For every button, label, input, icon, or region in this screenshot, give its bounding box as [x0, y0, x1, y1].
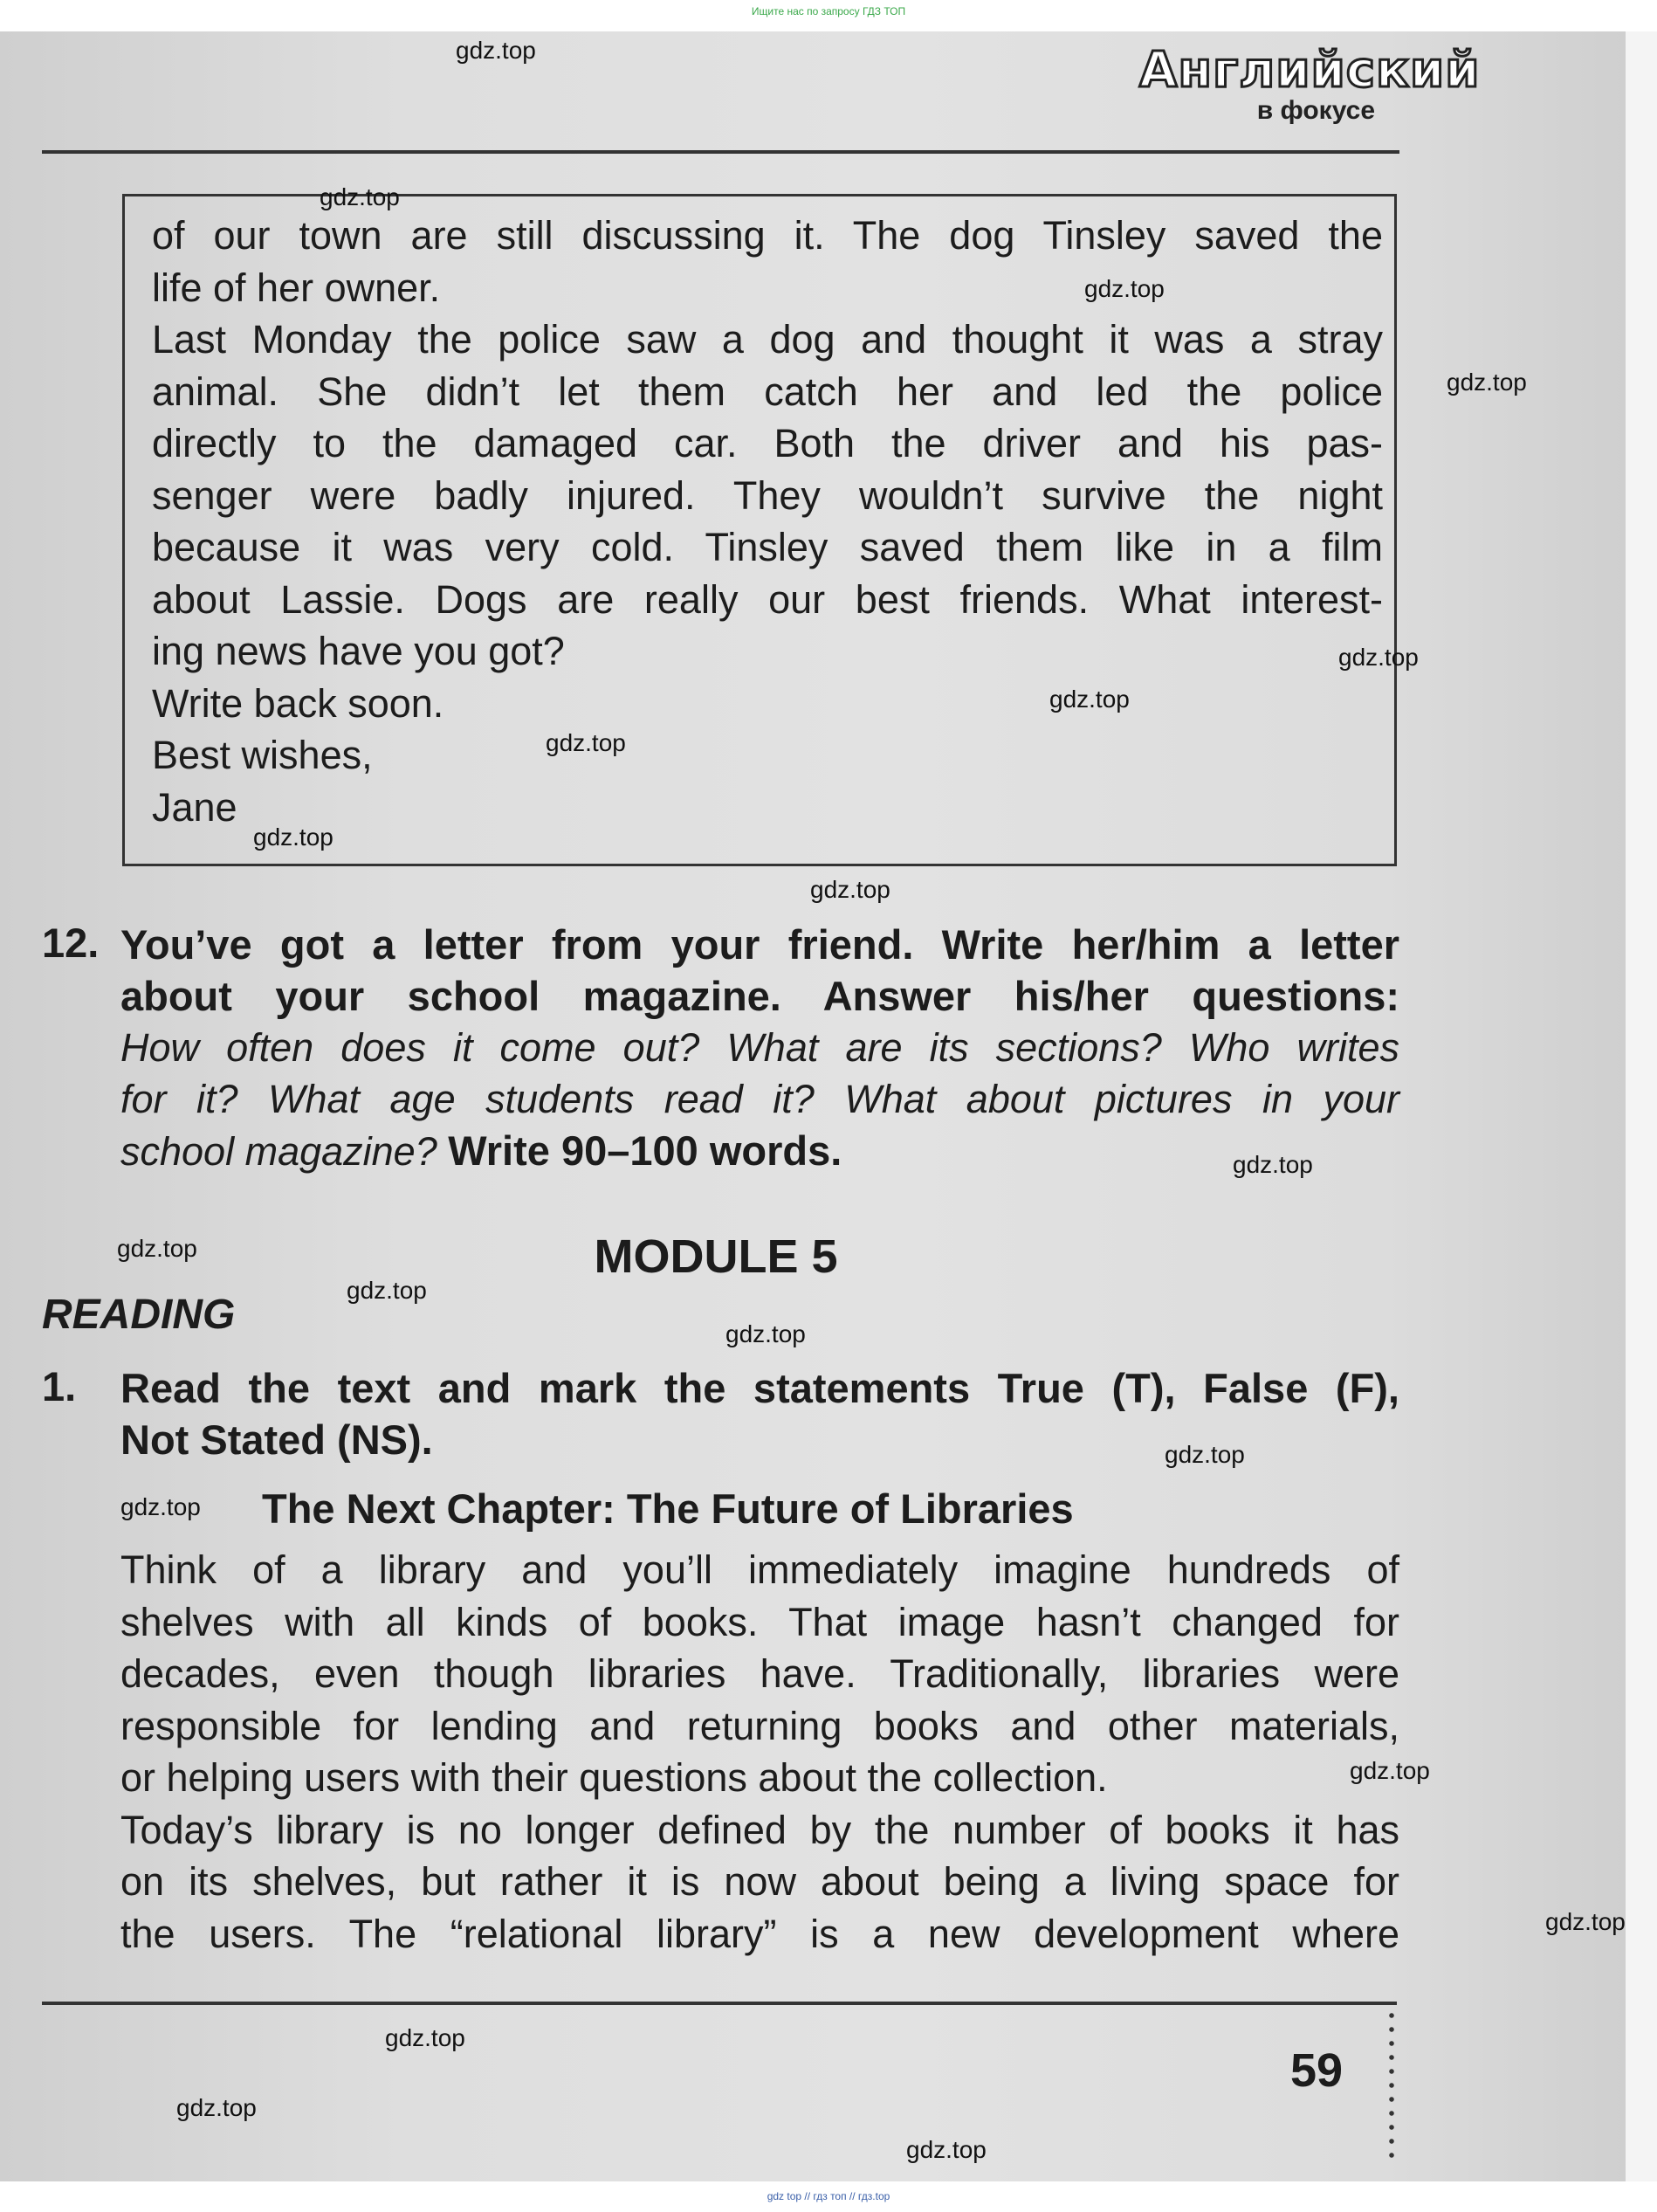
top-banner-text: Ищите нас по запросу ГДЗ ТОП — [751, 5, 906, 17]
page-edge — [1626, 31, 1657, 2181]
watermark: gdz.top — [253, 823, 333, 851]
letter-text — [152, 210, 1383, 833]
letter-line: because it was very cold. Tinsley saved them like in a film — [152, 525, 1383, 569]
letter-line: Last Monday the police saw a dog and thought it was a stray — [152, 317, 1383, 362]
watermark: gdz.top — [176, 2094, 257, 2121]
watermark: gdz.top — [1233, 1151, 1313, 1178]
bottom-banner-text: gdz top // гдз топ // гдз.top — [767, 2190, 890, 2202]
letter-line: life of her owner. — [152, 265, 441, 310]
article-line: on its shelves, but rather it is now about being a living space for — [120, 1859, 1399, 1904]
watermark: gdz.top — [120, 1493, 201, 1520]
watermark: gdz.top — [117, 1235, 197, 1262]
watermark: gdz.top — [1350, 1757, 1430, 1784]
task-questions: for it? What age students read it? What about pictures in your — [120, 1077, 1399, 1121]
task-questions: How often does it come out? What are its sections? Who writes — [120, 1025, 1399, 1070]
header-rule — [42, 150, 1399, 154]
task-instruction: You’ve got a letter from your friend. Write her/him a letter — [120, 921, 1399, 968]
footer-rule — [42, 2002, 1397, 2005]
article-line: Today’s library is no longer defined by the number of books it has — [120, 1807, 1399, 1852]
watermark: gdz.top — [385, 2024, 465, 2051]
article-title: The Next Chapter: The Future of Libraries — [262, 1485, 1074, 1532]
bottom-banner — [0, 2181, 1657, 2212]
watermark: gdz.top — [1165, 1441, 1245, 1468]
word-count: Write 90–100 words. — [448, 1127, 842, 1174]
task-instruction: Read the text and mark the statements True (T), False (F), — [120, 1365, 1399, 1411]
module-heading: MODULE 5 — [594, 1230, 838, 1283]
article-line: Think of a library and you’ll immediately imagine hundreds of — [120, 1547, 1399, 1592]
letter-line: Write back soon. — [152, 680, 444, 726]
task-questions: school magazine? — [120, 1129, 437, 1174]
task-instruction: Not Stated (NS). — [120, 1416, 433, 1463]
task-number: 12. — [42, 920, 100, 966]
task-instruction: about your school magazine. Answer his/her questions: — [120, 973, 1399, 1019]
brand-title: Английский — [1139, 42, 1481, 99]
page-number: 59 — [1290, 2044, 1344, 2097]
letter-line: about Lassie. Dogs are really our best friends. What interest- — [152, 576, 1383, 622]
letter-line: senger were badly injured. They wouldn’t survive the night — [152, 472, 1383, 518]
letter-line: of our town are still discussing it. The dog Tinsley saved the — [152, 213, 1383, 258]
letter-line: ing news have you got? — [152, 629, 565, 673]
article-line: or helping users with their questions about the collection. — [120, 1755, 1108, 1800]
watermark: gdz.top — [1049, 686, 1130, 713]
letter-line: animal. She didn’t let them catch her and led the police — [152, 369, 1383, 414]
section-heading: READING — [42, 1292, 236, 1338]
article-line: shelves with all kinds of books. That image hasn’t changed for — [120, 1599, 1399, 1644]
top-banner — [0, 0, 1657, 31]
watermark: gdz.top — [1545, 1908, 1626, 1935]
watermark: gdz.top — [1447, 369, 1527, 396]
watermark: gdz.top — [347, 1277, 427, 1304]
watermark: gdz.top — [456, 37, 536, 64]
watermark: gdz.top — [1338, 644, 1419, 671]
article-body — [120, 1544, 1399, 1960]
watermark: gdz.top — [810, 876, 890, 903]
brand-subtitle: в фокусе — [1256, 96, 1375, 125]
letter-signature: Jane — [152, 784, 237, 830]
watermark: gdz.top — [725, 1320, 806, 1347]
article-line: the users. The “relational library” is a new development where — [120, 1911, 1399, 1956]
watermark: gdz.top — [906, 2136, 987, 2163]
letter-line: Best wishes, — [152, 733, 373, 777]
task-questions-last — [120, 1125, 1399, 1177]
watermark: gdz.top — [320, 183, 400, 210]
brand-logo — [1139, 42, 1481, 140]
watermark: gdz.top — [546, 729, 626, 756]
watermark: gdz.top — [1084, 275, 1165, 302]
task-number: 1. — [42, 1363, 77, 1409]
article-line: decades, even though libraries have. Traditionally, libraries were — [120, 1651, 1399, 1696]
article-line: responsible for lending and returning books and other materials, — [120, 1703, 1399, 1748]
task-12 — [42, 919, 1399, 1177]
dotted-margin — [1388, 2009, 1395, 2166]
letter-line: directly to the damaged car. Both the driver and his pas- — [152, 421, 1383, 465]
